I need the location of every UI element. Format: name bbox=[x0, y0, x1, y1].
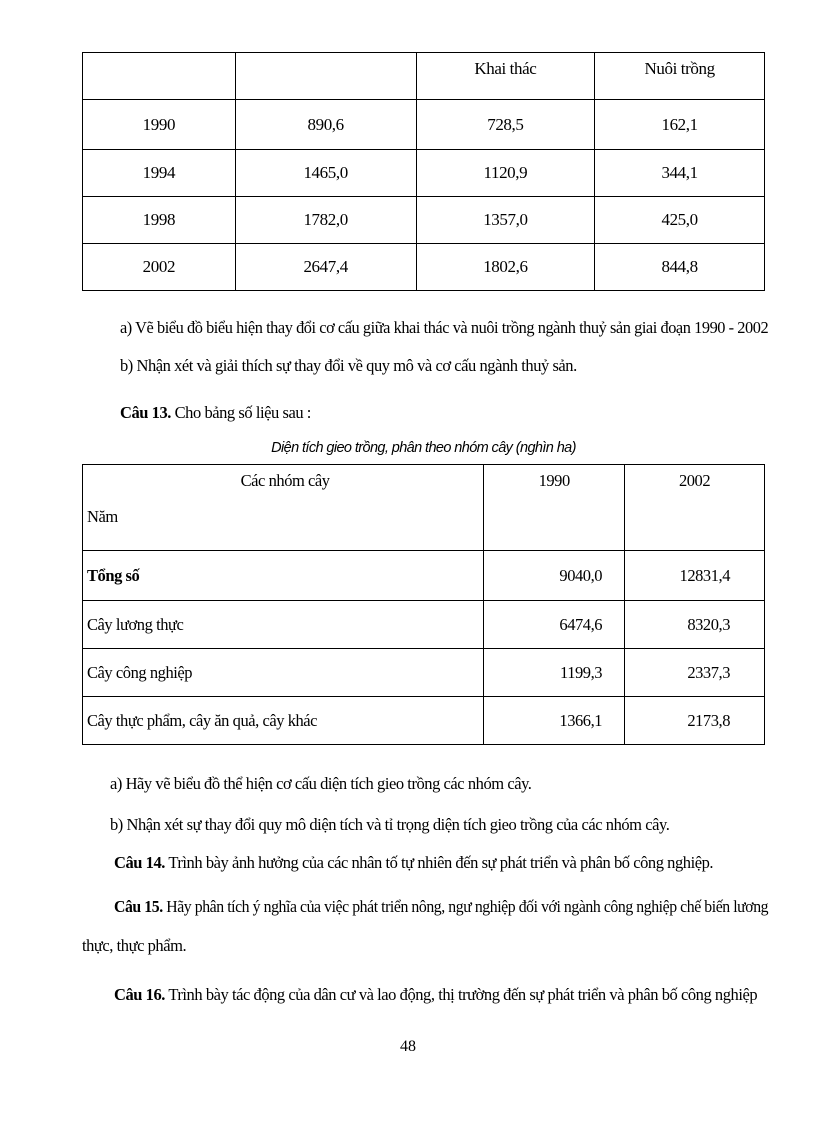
table-cell: Cây thực phẩm, cây ăn quả, cây khác bbox=[83, 697, 484, 745]
page-number: 48 bbox=[400, 1038, 416, 1055]
q15-label: Câu 15. bbox=[114, 897, 163, 916]
table-cell: 2173,8 bbox=[625, 697, 765, 745]
table-cell: 1994 bbox=[83, 150, 236, 197]
q12-part-a: a) Vẽ biểu đồ biểu hiện thay đổi cơ cấu giữa khai thác và nuôi trồng ngành thuỷ sản giai đoạn 1990 - 2002 bbox=[120, 318, 769, 337]
table-header-cell bbox=[83, 53, 236, 100]
table-header-cell bbox=[235, 53, 416, 100]
q12-part-b: b) Nhận xét và giải thích sự thay đổi về quy mô và cơ cấu ngành thuỷ sản. bbox=[120, 356, 577, 375]
table-cell: 344,1 bbox=[595, 150, 765, 197]
q16-text: Trình bày tác động của dân cư và lao động, thị trường đến sự phát triển và phân bố công nghiệp bbox=[164, 985, 758, 1004]
table-cell: 1465,0 bbox=[235, 150, 416, 197]
table-cell: 162,1 bbox=[595, 100, 765, 150]
table-row bbox=[83, 649, 765, 697]
table-header-row bbox=[83, 465, 765, 551]
table-row bbox=[83, 100, 765, 150]
table-cell: 2337,3 bbox=[625, 649, 765, 697]
table-row bbox=[83, 244, 765, 291]
table-cell: Cây công nghiệp bbox=[83, 649, 484, 697]
table-cell: 1998 bbox=[83, 197, 236, 244]
table-cell: 12831,4 bbox=[625, 551, 765, 601]
q15 bbox=[114, 897, 768, 917]
table-cell: 728,5 bbox=[416, 100, 595, 150]
q14-text: Trình bày ảnh hưởng của các nhân tố tự nhiên đến sự phát triển và phân bố công nghiệp. bbox=[164, 853, 714, 872]
table-cell: 844,8 bbox=[595, 244, 765, 291]
q15-continuation: thực, thực phẩm. bbox=[82, 936, 187, 955]
header-year-label: Năm bbox=[87, 507, 118, 526]
q15-text: Hãy phân tích ý nghĩa của việc phát triển nông, ngư nghiệp đối với ngành công nghiệp chế biến lương bbox=[162, 897, 769, 916]
table-cell: 425,0 bbox=[595, 197, 765, 244]
table-cell: 890,6 bbox=[235, 100, 416, 150]
table-row bbox=[83, 150, 765, 197]
table-cell: 1366,1 bbox=[484, 697, 625, 745]
table-row bbox=[83, 697, 765, 745]
table-cell: 1990 bbox=[83, 100, 236, 150]
table-cell: 9040,0 bbox=[484, 551, 625, 601]
q13-intro bbox=[120, 403, 311, 423]
table-caption: Diện tích gieo trồng, phân theo nhóm cây (nghìn ha) bbox=[271, 440, 576, 456]
table-cell: 1357,0 bbox=[416, 197, 595, 244]
table-header-row bbox=[83, 53, 765, 100]
table-cell: 2647,4 bbox=[235, 244, 416, 291]
q13-part-b: b) Nhận xét sự thay đổi quy mô diện tích và tỉ trọng diện tích gieo trồng của các nhóm cây. bbox=[110, 815, 670, 834]
table-cell: Cây lương thực bbox=[83, 601, 484, 649]
table-row bbox=[83, 197, 765, 244]
q13-part-a: a) Hãy vẽ biểu đồ thể hiện cơ cấu diện tích gieo trồng các nhóm cây. bbox=[110, 774, 532, 793]
table-header-cell: 1990 bbox=[484, 465, 625, 551]
table-row bbox=[83, 601, 765, 649]
fishery-table bbox=[82, 52, 765, 291]
table-header-cell: Khai thác bbox=[416, 53, 595, 100]
q16-label: Câu 16. bbox=[114, 985, 165, 1004]
table-cell: 1782,0 bbox=[235, 197, 416, 244]
table-header-cell: 2002 bbox=[625, 465, 765, 551]
table-cell: Tổng số bbox=[83, 551, 484, 601]
table-header-cell: Nuôi trồng bbox=[595, 53, 765, 100]
q13-text: Cho bảng số liệu sau : bbox=[170, 403, 311, 422]
crop-area-table bbox=[82, 464, 765, 745]
table-row bbox=[83, 551, 765, 601]
q14 bbox=[114, 853, 713, 873]
q16 bbox=[114, 985, 757, 1005]
q14-label: Câu 14. bbox=[114, 853, 165, 872]
table-cell: 6474,6 bbox=[484, 601, 625, 649]
table-cell: 1199,3 bbox=[484, 649, 625, 697]
header-groups-label: Các nhóm cây bbox=[240, 471, 330, 490]
q13-label: Câu 13. bbox=[120, 403, 171, 422]
table-cell: 1120,9 bbox=[416, 150, 595, 197]
table-cell: 1802,6 bbox=[416, 244, 595, 291]
table-cell: 8320,3 bbox=[625, 601, 765, 649]
table-cell: 2002 bbox=[83, 244, 236, 291]
table-header-cell bbox=[83, 465, 484, 551]
